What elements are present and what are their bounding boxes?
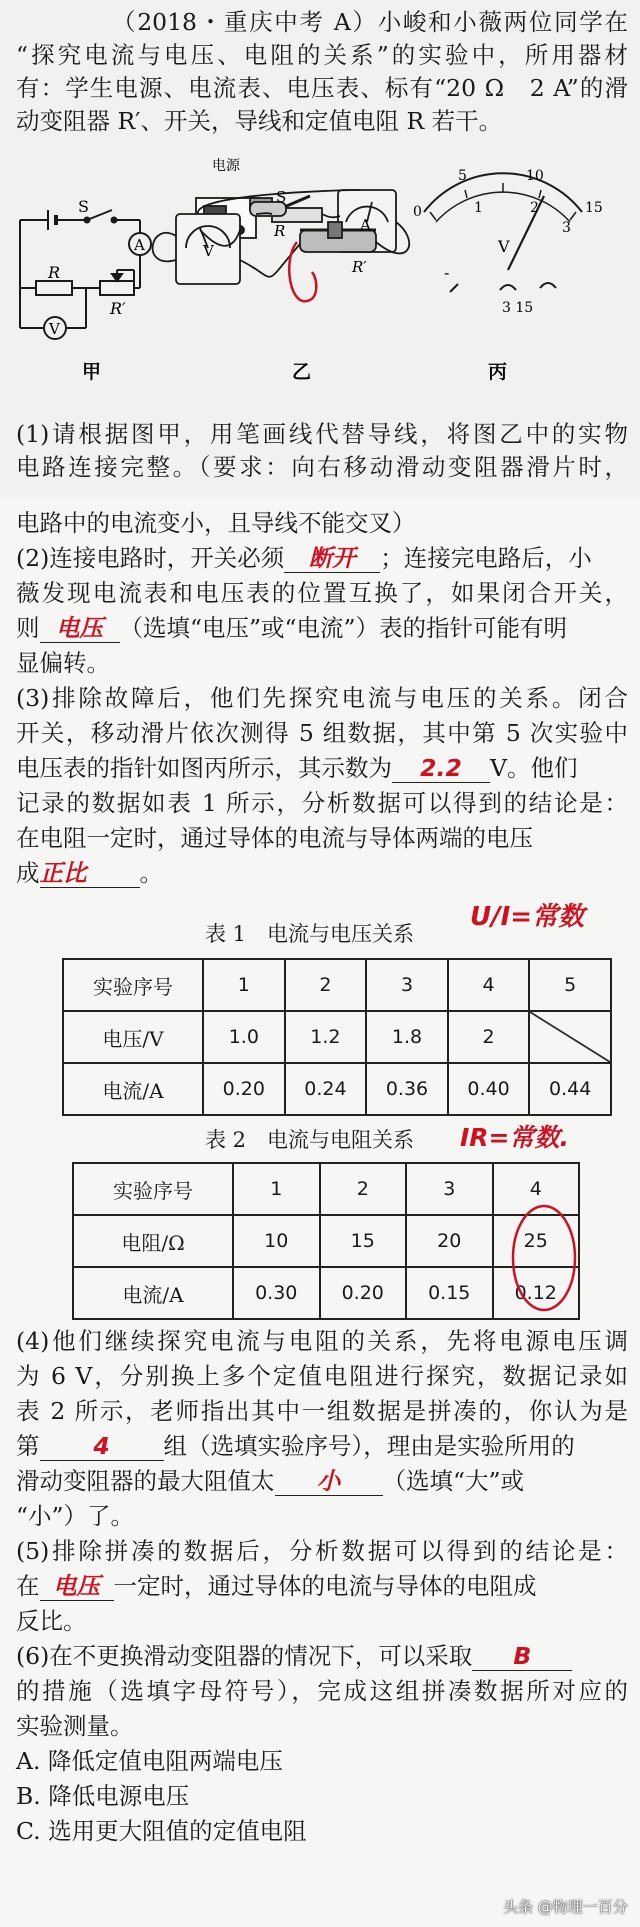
table1-cell: 电流/A xyxy=(63,1063,203,1115)
q3-text: 电压表的指针如图丙所示，其示数为 xyxy=(16,754,392,782)
table1-cell: 0.44 xyxy=(529,1063,611,1115)
table1-cell: 1 xyxy=(203,959,285,1011)
table1-cell: 3 xyxy=(366,959,448,1011)
questions-2-3 xyxy=(16,506,628,891)
intro-line: （2018・重庆中考 A）小峻和小薇两位同学在 xyxy=(112,8,628,36)
figure-jia xyxy=(20,210,151,339)
q4-text: 滑动变阻器的最大阻值太 xyxy=(16,1467,275,1495)
q3-line-5: 在电阻一定时，通过导体的电流与导体两端的电压 xyxy=(16,824,533,852)
table2-cell: 0.15 xyxy=(406,1267,493,1319)
table1-cell: 0.40 xyxy=(448,1063,530,1115)
table1 xyxy=(62,958,612,1116)
q2-text: ；连接完电路后，小 xyxy=(380,544,592,572)
table2-cell: 4 xyxy=(493,1163,580,1215)
table1-cell: 0.20 xyxy=(203,1063,285,1115)
q6-line-2: 的措施（选填字母符号），完成这组拼凑数据所对应的 xyxy=(16,1677,628,1705)
bing-tick-5: 5 xyxy=(458,168,467,184)
table1-cell: 1.2 xyxy=(285,1011,367,1063)
table1-cell: 1.0 xyxy=(203,1011,285,1063)
q5-line-2 xyxy=(16,1569,628,1604)
table2-note: IR=常数. xyxy=(460,1123,569,1152)
jia-label-rp: R′ xyxy=(110,299,126,318)
table1-cell: 实验序号 xyxy=(63,959,203,1011)
q6-option-a: A. 降低定值电阻两端电压 xyxy=(16,1747,283,1775)
questions-4-6 xyxy=(16,1324,628,1849)
table2-cell: 电阻/Ω xyxy=(73,1215,233,1267)
q3-blank-1 xyxy=(392,754,490,783)
bing-tick-1: 1 xyxy=(474,200,483,216)
yi-label-a: A xyxy=(360,216,371,234)
table2-cell: 0.20 xyxy=(320,1267,407,1319)
yi-label-plug: 电源 xyxy=(212,158,240,174)
table2-cell: 25 xyxy=(493,1215,580,1267)
q3-text: 。 xyxy=(139,859,163,887)
q4-line-4 xyxy=(16,1429,628,1464)
question-panel-bottom xyxy=(0,498,640,1927)
q4-text: 组（选填实验序号），理由是实验所用的 xyxy=(163,1432,575,1460)
bing-tick-15: 15 xyxy=(585,200,603,216)
q3-answer-2: 正比 xyxy=(39,859,87,887)
question-panel-top xyxy=(0,0,640,498)
watermark: 头条 @物理一百分 xyxy=(503,1898,628,1916)
q3-answer-1: 2.2 xyxy=(420,754,462,782)
q1-text-a xyxy=(16,418,628,484)
table2-cell: 电流/A xyxy=(73,1267,233,1319)
bing-tick-2: 2 xyxy=(530,200,539,216)
q4-blank-2 xyxy=(275,1467,383,1496)
table-row xyxy=(63,1011,611,1063)
bing-tick-3: 3 xyxy=(562,220,571,236)
q1-line: 电路中的电流变小，且导线不能交叉） xyxy=(16,509,416,537)
bing-tick-10: 10 xyxy=(526,168,544,184)
q2-text: 则 xyxy=(16,614,40,642)
yi-label-s: S xyxy=(276,188,287,206)
jia-label-s: S xyxy=(78,197,89,216)
q2-answer-2: 电压 xyxy=(56,614,103,642)
bing-minus: - xyxy=(444,263,450,282)
q2-line-3 xyxy=(16,611,628,646)
q4-line-3: 表 2 所示，老师指出其中一组数据是拼凑的，你认为是 xyxy=(16,1397,628,1425)
table2-cell: 2 xyxy=(320,1163,407,1215)
table1-caption: 表 1 电流与电压关系 xyxy=(205,922,415,946)
q3-text: V。他们 xyxy=(490,754,578,782)
table1-cell: 电压/V xyxy=(63,1011,203,1063)
q3-line-3 xyxy=(16,751,628,786)
yi-label-rp: R′ xyxy=(352,258,367,276)
table1-cell: 0.24 xyxy=(285,1063,367,1115)
q4-answer-1: 4 xyxy=(93,1432,110,1460)
q3-line-6 xyxy=(16,856,628,891)
table1-cell: 0.36 xyxy=(366,1063,448,1115)
q1-line: (1)请根据图甲，用笔画线代替导线，将图乙中的实物 xyxy=(16,420,628,448)
table1-note: U/I=常数 xyxy=(470,902,585,932)
q2-line-2: 薇发现电流表和电压表的位置互换了，如果闭合开关， xyxy=(16,579,628,607)
table1-cell: 2 xyxy=(285,959,367,1011)
q4-line-2: 为 6 V，分别换上多个定值电阻进行探究，数据记录如 xyxy=(16,1362,628,1390)
q4-line-1: (4)他们继续探究电流与电阻的关系，先将电源电压调 xyxy=(16,1327,628,1355)
q3-line-2: 开关，移动滑片依次测得 5 组数据，其中第 5 次实验中 xyxy=(16,719,628,747)
q3-line-4: 记录的数据如表 1 所示，分析数据可以得到的结论是： xyxy=(16,789,629,817)
q6-blank xyxy=(472,1642,572,1671)
q2-text: （选填“电压”或“电流”）表的指针可能有明 xyxy=(119,614,568,642)
intro-text xyxy=(16,6,628,138)
table2-cell: 20 xyxy=(406,1215,493,1267)
table2-cell: 实验序号 xyxy=(73,1163,233,1215)
q5-line-3: 反比。 xyxy=(16,1607,87,1635)
table2-cell: 1 xyxy=(233,1163,320,1215)
yi-label-v: V xyxy=(203,242,214,260)
q3-line-1: (3)排除故障后，他们先探究电流与电压的关系。闭合 xyxy=(16,684,628,712)
q4-text: 第 xyxy=(16,1432,40,1460)
caption-jia: 甲 xyxy=(82,361,102,383)
table-row xyxy=(73,1267,579,1319)
table2 xyxy=(72,1162,580,1320)
yi-label-r: R xyxy=(274,222,286,240)
q2-line-1 xyxy=(16,541,628,576)
q5-line-1: (5)排除拼凑的数据后，分析数据可以得到的结论是： xyxy=(16,1537,628,1565)
bing-tick-0: 0 xyxy=(413,204,422,220)
q6-answer: B xyxy=(513,1642,532,1670)
table2-cell: 0.30 xyxy=(233,1267,320,1319)
table-row xyxy=(63,959,611,1011)
q2-line-4: 显偏转。 xyxy=(16,649,110,677)
table2-cell: 10 xyxy=(233,1215,320,1267)
jia-label-a: A xyxy=(134,236,145,254)
q4-line-6: “小”）了。 xyxy=(16,1502,135,1530)
q2-answer-1: 断开 xyxy=(308,544,356,572)
intro-line: “探究电流与电压、电阻的关系”的实验中，所用器材 xyxy=(16,41,628,69)
jia-label-r: R xyxy=(48,263,61,282)
q5-text: 在 xyxy=(16,1572,40,1600)
bing-unit: V xyxy=(498,237,510,256)
table1-cell: 4 xyxy=(448,959,530,1011)
bing-terminals: 3 15 xyxy=(502,300,534,316)
caption-yi: 乙 xyxy=(292,361,312,383)
q5-answer: 电压 xyxy=(53,1572,100,1600)
table-row xyxy=(73,1215,579,1267)
table-row xyxy=(73,1163,579,1215)
q5-blank xyxy=(40,1572,114,1601)
q6-line-1 xyxy=(16,1639,628,1674)
q6-option-c: C. 选用更大阻值的定值电阻 xyxy=(16,1817,307,1845)
q4-blank-1 xyxy=(40,1432,164,1461)
answer-circle xyxy=(510,1202,580,1314)
table2-cell: 3 xyxy=(406,1163,493,1215)
intro-line: 动变阻器 R′、开关，导线和定值电阻 R 若干。 xyxy=(16,107,503,135)
table1-cell-empty xyxy=(529,1011,611,1063)
table1-cell: 5 xyxy=(529,959,611,1011)
table1-cell: 1.8 xyxy=(366,1011,448,1063)
table2-cell: 15 xyxy=(320,1215,407,1267)
caption-bing: 丙 xyxy=(488,361,508,383)
q4-line-5 xyxy=(16,1464,628,1499)
table2-cell: 0.12 xyxy=(493,1267,580,1319)
q2-blank-2 xyxy=(40,614,120,643)
q2-text: (2)连接电路时，开关必须 xyxy=(16,544,285,572)
table1-cell: 2 xyxy=(448,1011,530,1063)
intro-line: 有：学生电源、电流表、电压表、标有“20 Ω 2 A”的滑 xyxy=(16,74,628,102)
q5-text: 一定时，通过导体的电流与导体的电阻成 xyxy=(113,1572,537,1600)
table2-caption: 表 2 电流与电阻关系 xyxy=(205,1128,415,1152)
q3-blank-2 xyxy=(40,859,140,888)
q2-blank-1 xyxy=(284,544,380,573)
q3-text: 成 xyxy=(16,859,40,887)
jia-label-v: V xyxy=(49,320,60,338)
q6-option-b: B. 降低电源电压 xyxy=(16,1782,190,1810)
table-row xyxy=(63,1063,611,1115)
q6-line-3: 实验测量。 xyxy=(16,1712,134,1740)
q4-answer-2: 小 xyxy=(316,1467,341,1495)
q4-text: （选填“大”或 xyxy=(382,1467,525,1495)
q1-line: 电路连接完整。（要求：向右移动滑动变阻器滑片时， xyxy=(16,453,628,481)
q6-text: (6)在不更换滑动变阻器的情况下，可以采取 xyxy=(16,1642,473,1670)
